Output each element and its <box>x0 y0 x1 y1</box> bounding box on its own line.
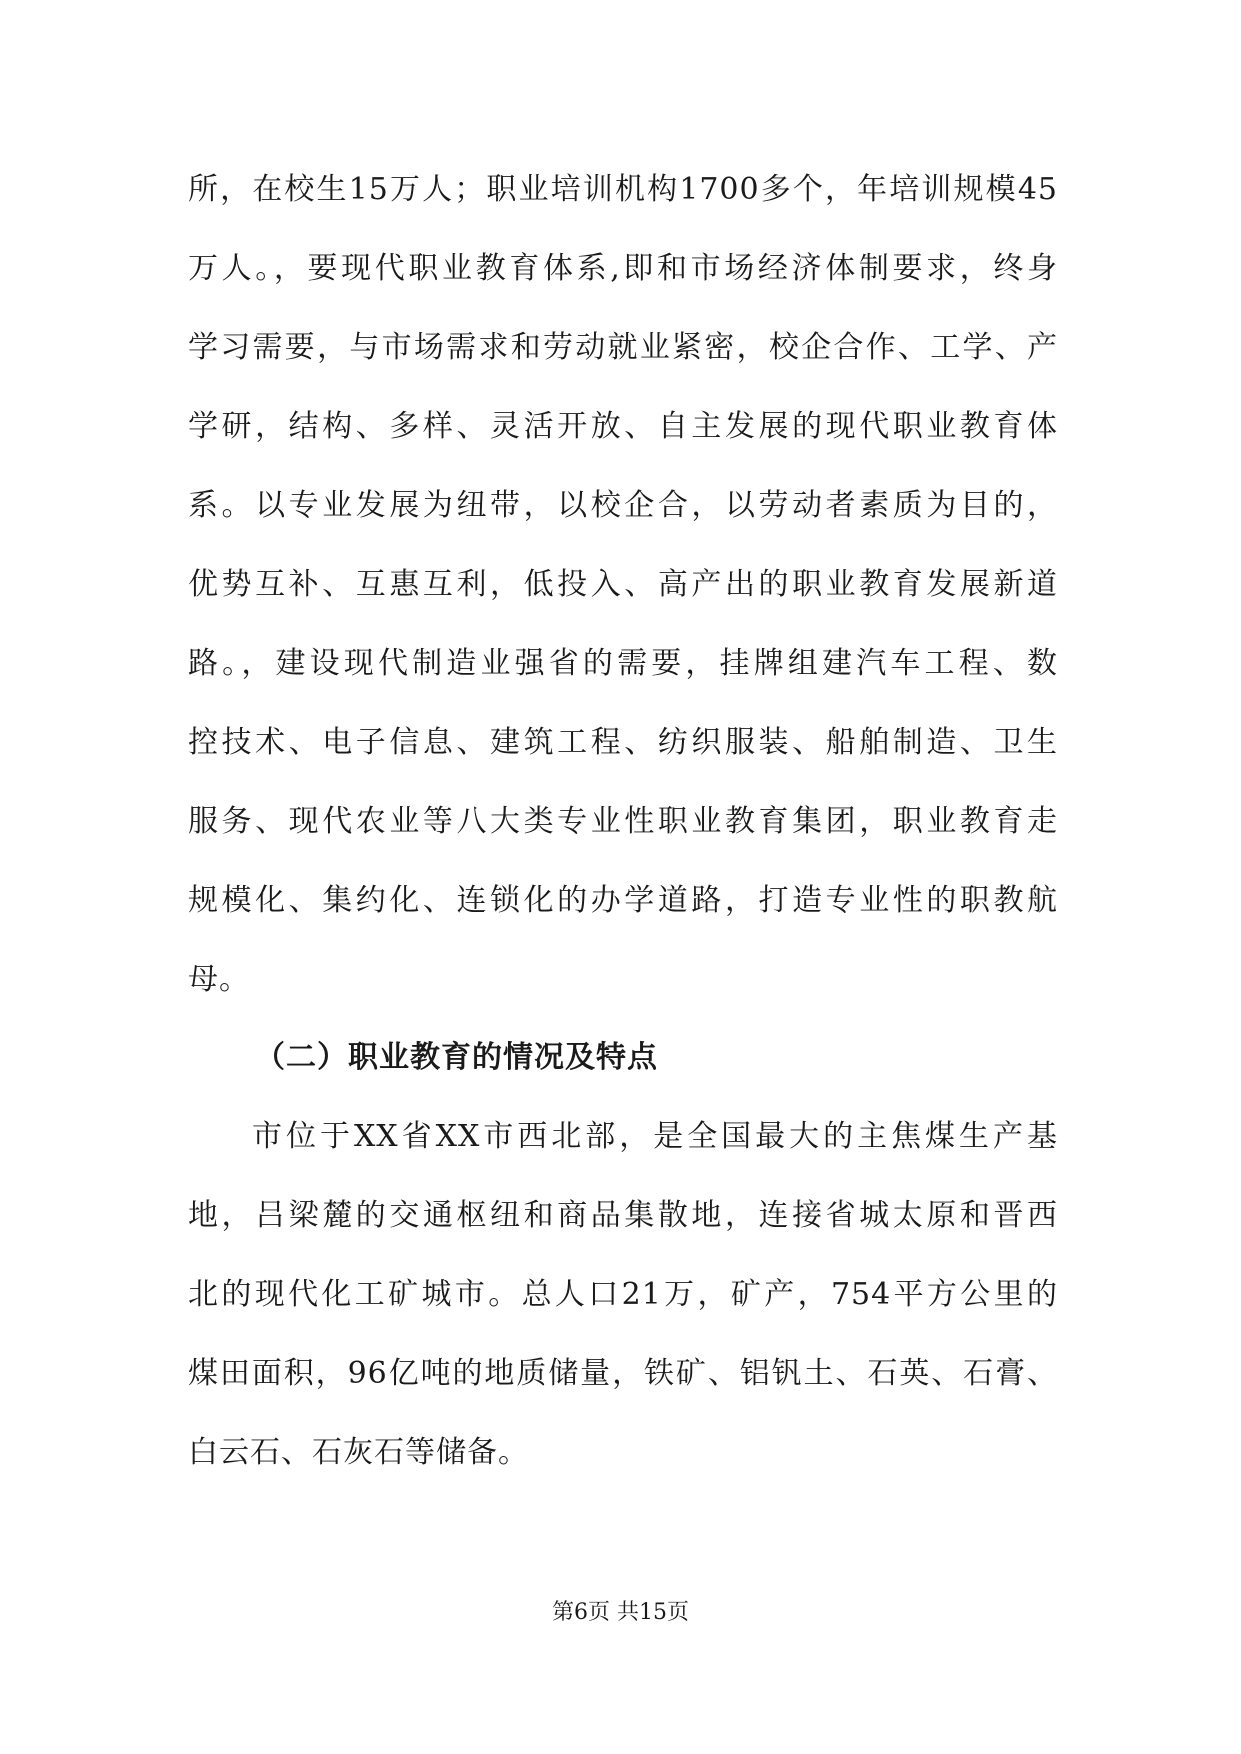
paragraph-line: 服务、现代农业等八大类专业性职业教育集团，职业教育走 <box>188 804 1058 839</box>
paragraph-1 <box>188 150 1058 1019</box>
paragraph-line: 北的现代化工矿城市。总人口21万，矿产，754平方公里的 <box>188 1277 1058 1312</box>
paragraph-line: 煤田面积，96亿吨的地质储量，铁矿、铝钒土、石英、石膏、 <box>188 1356 1058 1391</box>
paragraph-line: 万人。，要现代职业教育体系,即和市场经济体制要求，终身 <box>188 251 1058 286</box>
paragraph-2 <box>188 1097 1058 1492</box>
paragraph-line: 母。 <box>188 962 250 997</box>
paragraph-line: 路。，建设现代制造业强省的需要，挂牌组建汽车工程、数 <box>188 646 1058 681</box>
section-heading: （二）职业教育的情况及特点 <box>255 1040 658 1075</box>
paragraph-line: 学研，结构、多样、灵活开放、自主发展的现代职业教育体 <box>188 409 1058 444</box>
paragraph-line: 系。以专业发展为纽带，以校企合，以劳动者素质为目的， <box>188 488 1058 523</box>
paragraph-line: 市位于XX省XX市西北部，是全国最大的主焦煤生产基 <box>252 1119 1058 1154</box>
paragraph-line: 地，吕梁麓的交通枢纽和商品集散地，连接省城太原和晋西 <box>188 1198 1058 1233</box>
paragraph-line: 优势互补、互惠互利，低投入、高产出的职业教育发展新道 <box>188 567 1058 602</box>
paragraph-line: 规模化、集约化、连锁化的办学道路，打造专业性的职教航 <box>188 883 1058 918</box>
paragraph-line: 控技术、电子信息、建筑工程、纺织服装、船舶制造、卫生 <box>188 725 1058 760</box>
page-footer: 第6页 共15页 <box>552 1600 689 1625</box>
paragraph-line: 学习需要，与市场需求和劳动就业紧密，校企合作、工学、产 <box>188 330 1058 365</box>
paragraph-line: 所，在校生15万人；职业培训机构1700多个，年培训规模45 <box>188 172 1058 207</box>
paragraph-line: 白云石、石灰石等储备。 <box>188 1435 529 1470</box>
